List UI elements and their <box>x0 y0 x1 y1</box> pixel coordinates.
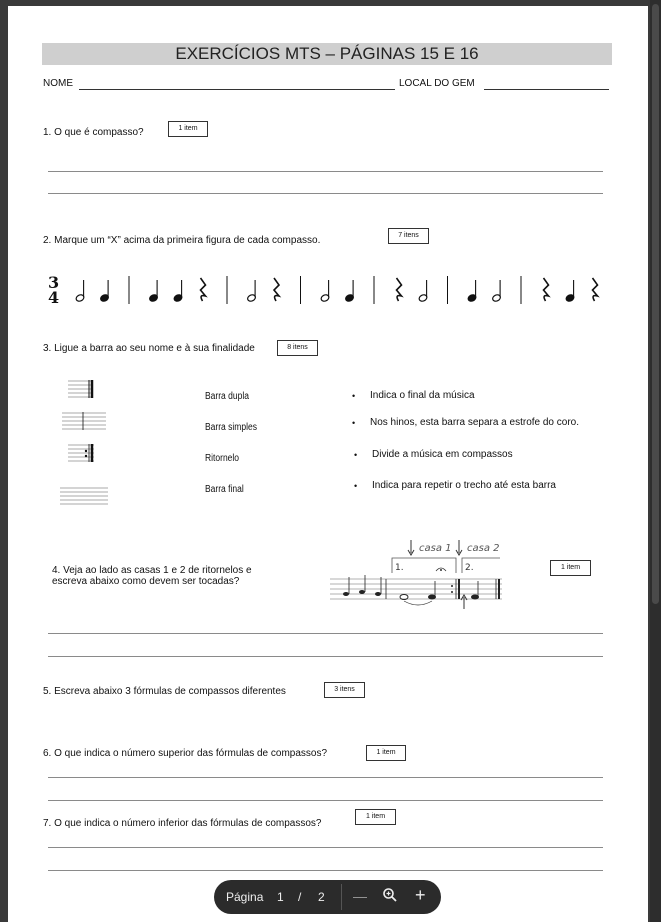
quarter-rest <box>593 278 598 301</box>
quarter-rest <box>201 278 206 301</box>
answer-line <box>48 171 603 172</box>
local-label: LOCAL DO GEM <box>399 78 475 89</box>
magnifier-icon <box>382 887 398 903</box>
question-4-line2: escreva abaixo como devem ser tocadas? <box>52 576 240 587</box>
document-page <box>8 6 648 922</box>
item-count-badge: 1 item <box>168 121 208 137</box>
answer-line <box>48 847 603 848</box>
item-count-badge: 1 item <box>355 809 396 825</box>
zoom-icon[interactable] <box>382 887 398 906</box>
bar-name-single: Barra simples <box>205 422 257 433</box>
answer-line <box>48 777 603 778</box>
time-signature-top: 3 <box>48 273 60 292</box>
page-title: EXERCÍCIOS MTS – PÁGINAS 15 E 16 <box>42 43 612 65</box>
bullet-icon: • <box>352 418 356 428</box>
volta-example <box>320 531 510 611</box>
question-4-line1: 4. Veja ao lado as casas 1 e 2 de ritornelos e <box>52 565 252 576</box>
question-1: 1. O que é compasso? <box>43 127 144 138</box>
bullet-icon: • <box>352 391 356 401</box>
bar-purpose: Indica para repetir o trecho até esta barra <box>372 480 556 491</box>
quarter-rest <box>397 278 402 301</box>
ending-2: 2. <box>465 563 474 573</box>
bar-name-final: Barra final <box>205 484 244 495</box>
item-count-badge: 3 itens <box>324 682 365 698</box>
question-7: 7. O que indica o número inferior das fórmulas de compassos? <box>43 818 322 829</box>
answer-line <box>48 656 603 657</box>
rhythm-exercise <box>42 268 612 308</box>
page-number-input[interactable]: 1 <box>277 890 284 904</box>
zoom-out-button[interactable]: — <box>353 888 367 904</box>
name-label: NOME <box>43 78 73 89</box>
quarter-rest <box>544 278 549 301</box>
item-count-badge: 1 item <box>366 745 406 761</box>
quarter-rest <box>274 278 279 301</box>
bar-name-double: Barra dupla <box>205 391 249 402</box>
bullet-icon: • <box>354 450 358 460</box>
barline-illustrations <box>58 376 118 506</box>
scrollbar[interactable] <box>650 0 661 922</box>
time-signature-bottom: 4 <box>48 288 60 307</box>
bar-purpose: Indica o final da música <box>370 390 475 401</box>
page-label: Página <box>226 890 264 904</box>
casa-1-label: casa 1 <box>419 543 452 554</box>
bullet-icon: • <box>354 481 358 491</box>
ending-1: 1. <box>395 563 404 573</box>
answer-line <box>48 193 603 194</box>
answer-line <box>48 870 603 871</box>
answer-line <box>48 633 603 634</box>
item-count-badge: 1 item <box>550 560 591 576</box>
question-5: 5. Escreva abaixo 3 fórmulas de compassos diferentes <box>43 686 286 697</box>
bar-purpose: Divide a música em compassos <box>372 449 513 460</box>
bar-purpose: Nos hinos, esta barra separa a estrofe do coro. <box>370 417 580 428</box>
question-3: 3. Ligue a barra ao seu nome e à sua finalidade <box>43 343 255 354</box>
toolbar-divider <box>341 884 342 910</box>
question-2: 2. Marque um “X” acima da primeira figura de cada compasso. <box>43 235 321 246</box>
page-toolbar <box>214 880 441 914</box>
scrollbar-thumb[interactable] <box>652 4 659 604</box>
page-separator: / <box>298 890 302 904</box>
question-6: 6. O que indica o número superior das fórmulas de compassos? <box>43 748 328 759</box>
item-count-badge: 8 itens <box>277 340 318 356</box>
name-line <box>79 89 395 90</box>
page-total: 2 <box>318 890 325 904</box>
zoom-in-button[interactable]: + <box>415 885 426 905</box>
local-line <box>484 89 609 90</box>
item-count-badge: 7 itens <box>388 228 429 244</box>
bar-name-repeat: Ritornelo <box>205 453 240 464</box>
answer-line <box>48 800 603 801</box>
casa-2-label: casa 2 <box>467 543 500 554</box>
